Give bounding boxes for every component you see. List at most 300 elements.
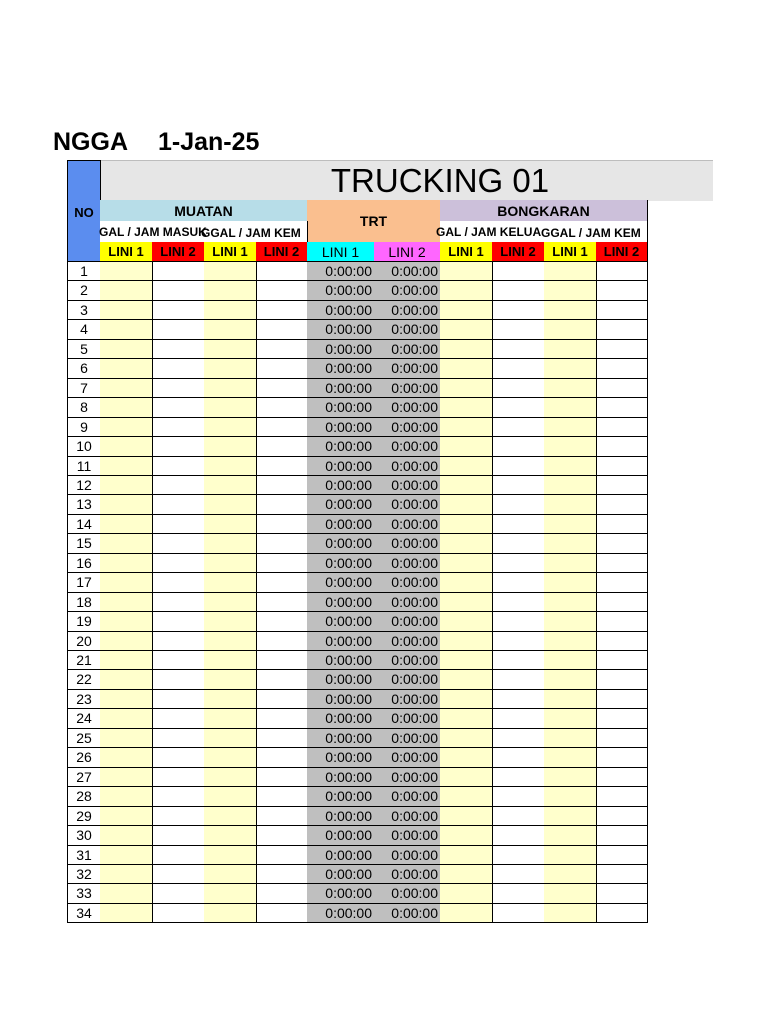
bongkaran-keluar-lini2-cell[interactable] [492, 281, 545, 301]
muatan-masuk-lini1-cell[interactable] [100, 495, 153, 515]
trt-lini1-cell[interactable]: 0:00:00 [307, 748, 375, 768]
bongkaran-keluar-lini2-cell[interactable] [492, 437, 545, 457]
trt-lini2-cell[interactable]: 0:00:00 [374, 690, 441, 709]
muatan-kembali-lini2-cell[interactable] [256, 301, 308, 320]
bongkaran-kembali-lini1-cell[interactable] [544, 457, 597, 476]
muatan-kembali-lini1-cell[interactable] [204, 768, 257, 787]
muatan-kembali-lini2-cell[interactable] [256, 729, 308, 748]
trt-lini1-cell[interactable]: 0:00:00 [307, 612, 375, 632]
trt-lini2-cell[interactable]: 0:00:00 [374, 826, 441, 846]
trt-lini2-cell[interactable]: 0:00:00 [374, 593, 441, 612]
bongkaran-keluar-lini2-cell[interactable] [492, 457, 545, 476]
muatan-kembali-lini2-cell[interactable] [256, 884, 308, 904]
trt-lini1-cell[interactable]: 0:00:00 [307, 320, 375, 340]
bongkaran-kembali-lini1-cell[interactable] [544, 437, 597, 457]
muatan-kembali-lini1-cell[interactable] [204, 709, 257, 729]
muatan-masuk-lini2-cell[interactable] [152, 632, 205, 651]
trt-lini1-cell[interactable]: 0:00:00 [307, 437, 375, 457]
bongkaran-kembali-lini1-cell[interactable] [544, 554, 597, 573]
trt-lini1-cell[interactable]: 0:00:00 [307, 670, 375, 690]
muatan-masuk-lini2-cell[interactable] [152, 262, 205, 281]
bongkaran-kembali-lini1-cell[interactable] [544, 884, 597, 904]
bongkaran-kembali-lini1-cell[interactable] [544, 301, 597, 320]
bongkaran-keluar-lini1-cell[interactable] [440, 534, 493, 554]
bongkaran-keluar-lini2-cell[interactable] [492, 904, 545, 923]
trt-lini1-cell[interactable]: 0:00:00 [307, 651, 375, 670]
muatan-kembali-lini2-cell[interactable] [256, 495, 308, 515]
muatan-masuk-lini2-cell[interactable] [152, 320, 205, 340]
bongkaran-kembali-lini1-cell[interactable] [544, 865, 597, 884]
muatan-masuk-lini2-cell[interactable] [152, 846, 205, 865]
muatan-kembali-lini2-cell[interactable] [256, 515, 308, 534]
trt-lini2-cell[interactable]: 0:00:00 [374, 398, 441, 418]
bongkaran-kembali-lini2-cell[interactable] [596, 340, 648, 359]
bongkaran-keluar-lini2-cell[interactable] [492, 807, 545, 826]
muatan-kembali-lini2-cell[interactable] [256, 670, 308, 690]
trt-lini1-cell[interactable]: 0:00:00 [307, 593, 375, 612]
trt-lini2-cell[interactable]: 0:00:00 [374, 846, 441, 865]
trt-lini2-cell[interactable]: 0:00:00 [374, 340, 441, 359]
muatan-kembali-lini2-cell[interactable] [256, 418, 308, 437]
muatan-masuk-lini1-cell[interactable] [100, 807, 153, 826]
trt-lini2-cell[interactable]: 0:00:00 [374, 884, 441, 904]
bongkaran-kembali-lini1-cell[interactable] [544, 632, 597, 651]
bongkaran-keluar-lini1-cell[interactable] [440, 301, 493, 320]
bongkaran-kembali-lini1-cell[interactable] [544, 379, 597, 398]
muatan-kembali-lini2-cell[interactable] [256, 281, 308, 301]
muatan-kembali-lini2-cell[interactable] [256, 379, 308, 398]
trt-lini1-cell[interactable]: 0:00:00 [307, 865, 375, 884]
bongkaran-keluar-lini2-cell[interactable] [492, 515, 545, 534]
bongkaran-keluar-lini1-cell[interactable] [440, 281, 493, 301]
bongkaran-kembali-lini2-cell[interactable] [596, 379, 648, 398]
bongkaran-keluar-lini2-cell[interactable] [492, 690, 545, 709]
muatan-masuk-lini1-cell[interactable] [100, 534, 153, 554]
bongkaran-kembali-lini1-cell[interactable] [544, 418, 597, 437]
bongkaran-keluar-lini1-cell[interactable] [440, 476, 493, 495]
muatan-masuk-lini2-cell[interactable] [152, 729, 205, 748]
bongkaran-kembali-lini2-cell[interactable] [596, 476, 648, 495]
bongkaran-kembali-lini2-cell[interactable] [596, 768, 648, 787]
bongkaran-keluar-lini2-cell[interactable] [492, 398, 545, 418]
muatan-masuk-lini1-cell[interactable] [100, 865, 153, 884]
muatan-masuk-lini1-cell[interactable] [100, 884, 153, 904]
trt-lini2-cell[interactable]: 0:00:00 [374, 865, 441, 884]
muatan-masuk-lini2-cell[interactable] [152, 865, 205, 884]
muatan-kembali-lini1-cell[interactable] [204, 281, 257, 301]
bongkaran-keluar-lini1-cell[interactable] [440, 690, 493, 709]
muatan-kembali-lini2-cell[interactable] [256, 632, 308, 651]
bongkaran-keluar-lini2-cell[interactable] [492, 534, 545, 554]
muatan-kembali-lini1-cell[interactable] [204, 826, 257, 846]
bongkaran-keluar-lini2-cell[interactable] [492, 884, 545, 904]
trt-lini2-cell[interactable]: 0:00:00 [374, 670, 441, 690]
bongkaran-keluar-lini2-cell[interactable] [492, 768, 545, 787]
muatan-kembali-lini2-cell[interactable] [256, 573, 308, 593]
bongkaran-kembali-lini2-cell[interactable] [596, 301, 648, 320]
bongkaran-keluar-lini1-cell[interactable] [440, 787, 493, 807]
trt-lini1-cell[interactable]: 0:00:00 [307, 787, 375, 807]
bongkaran-keluar-lini2-cell[interactable] [492, 865, 545, 884]
bongkaran-kembali-lini2-cell[interactable] [596, 865, 648, 884]
bongkaran-keluar-lini2-cell[interactable] [492, 787, 545, 807]
bongkaran-kembali-lini1-cell[interactable] [544, 359, 597, 379]
bongkaran-keluar-lini1-cell[interactable] [440, 884, 493, 904]
muatan-masuk-lini1-cell[interactable] [100, 904, 153, 923]
bongkaran-kembali-lini1-cell[interactable] [544, 904, 597, 923]
bongkaran-kembali-lini2-cell[interactable] [596, 787, 648, 807]
muatan-masuk-lini2-cell[interactable] [152, 612, 205, 632]
muatan-kembali-lini1-cell[interactable] [204, 787, 257, 807]
muatan-kembali-lini1-cell[interactable] [204, 301, 257, 320]
muatan-masuk-lini1-cell[interactable] [100, 709, 153, 729]
muatan-kembali-lini2-cell[interactable] [256, 320, 308, 340]
muatan-kembali-lini1-cell[interactable] [204, 748, 257, 768]
trt-lini1-cell[interactable]: 0:00:00 [307, 515, 375, 534]
trt-lini1-cell[interactable]: 0:00:00 [307, 418, 375, 437]
trt-lini2-cell[interactable]: 0:00:00 [374, 651, 441, 670]
trt-lini2-cell[interactable]: 0:00:00 [374, 437, 441, 457]
bongkaran-kembali-lini1-cell[interactable] [544, 534, 597, 554]
trt-lini1-cell[interactable]: 0:00:00 [307, 709, 375, 729]
muatan-masuk-lini2-cell[interactable] [152, 301, 205, 320]
date-value[interactable]: 1-Jan-25 [158, 128, 260, 156]
muatan-masuk-lini2-cell[interactable] [152, 515, 205, 534]
muatan-kembali-lini1-cell[interactable] [204, 418, 257, 437]
muatan-kembali-lini1-cell[interactable] [204, 515, 257, 534]
bongkaran-keluar-lini2-cell[interactable] [492, 729, 545, 748]
bongkaran-keluar-lini2-cell[interactable] [492, 418, 545, 437]
muatan-kembali-lini1-cell[interactable] [204, 554, 257, 573]
muatan-kembali-lini1-cell[interactable] [204, 632, 257, 651]
bongkaran-kembali-lini1-cell[interactable] [544, 807, 597, 826]
muatan-masuk-lini2-cell[interactable] [152, 340, 205, 359]
trt-lini1-cell[interactable]: 0:00:00 [307, 554, 375, 573]
muatan-kembali-lini2-cell[interactable] [256, 340, 308, 359]
muatan-kembali-lini1-cell[interactable] [204, 904, 257, 923]
bongkaran-keluar-lini2-cell[interactable] [492, 632, 545, 651]
muatan-masuk-lini1-cell[interactable] [100, 729, 153, 748]
bongkaran-keluar-lini1-cell[interactable] [440, 904, 493, 923]
trt-lini2-cell[interactable]: 0:00:00 [374, 787, 441, 807]
trt-lini1-cell[interactable]: 0:00:00 [307, 884, 375, 904]
trt-lini2-cell[interactable]: 0:00:00 [374, 573, 441, 593]
muatan-masuk-lini1-cell[interactable] [100, 379, 153, 398]
muatan-masuk-lini2-cell[interactable] [152, 495, 205, 515]
trt-lini1-cell[interactable]: 0:00:00 [307, 359, 375, 379]
muatan-kembali-lini2-cell[interactable] [256, 398, 308, 418]
bongkaran-kembali-lini1-cell[interactable] [544, 495, 597, 515]
muatan-kembali-lini1-cell[interactable] [204, 807, 257, 826]
muatan-kembali-lini2-cell[interactable] [256, 748, 308, 768]
bongkaran-kembali-lini2-cell[interactable] [596, 904, 648, 923]
muatan-masuk-lini1-cell[interactable] [100, 651, 153, 670]
muatan-kembali-lini1-cell[interactable] [204, 593, 257, 612]
trt-lini1-cell[interactable]: 0:00:00 [307, 690, 375, 709]
muatan-masuk-lini2-cell[interactable] [152, 379, 205, 398]
trt-lini1-cell[interactable]: 0:00:00 [307, 729, 375, 748]
bongkaran-keluar-lini2-cell[interactable] [492, 670, 545, 690]
bongkaran-keluar-lini2-cell[interactable] [492, 612, 545, 632]
muatan-kembali-lini1-cell[interactable] [204, 670, 257, 690]
bongkaran-kembali-lini2-cell[interactable] [596, 729, 648, 748]
bongkaran-keluar-lini2-cell[interactable] [492, 709, 545, 729]
muatan-masuk-lini1-cell[interactable] [100, 359, 153, 379]
muatan-masuk-lini1-cell[interactable] [100, 320, 153, 340]
muatan-masuk-lini2-cell[interactable] [152, 768, 205, 787]
muatan-masuk-lini2-cell[interactable] [152, 593, 205, 612]
muatan-kembali-lini1-cell[interactable] [204, 865, 257, 884]
bongkaran-kembali-lini1-cell[interactable] [544, 281, 597, 301]
muatan-masuk-lini2-cell[interactable] [152, 670, 205, 690]
muatan-masuk-lini1-cell[interactable] [100, 554, 153, 573]
bongkaran-kembali-lini2-cell[interactable] [596, 359, 648, 379]
bongkaran-keluar-lini2-cell[interactable] [492, 748, 545, 768]
muatan-masuk-lini1-cell[interactable] [100, 748, 153, 768]
bongkaran-keluar-lini2-cell[interactable] [492, 359, 545, 379]
muatan-kembali-lini2-cell[interactable] [256, 846, 308, 865]
trt-lini2-cell[interactable]: 0:00:00 [374, 281, 441, 301]
muatan-masuk-lini1-cell[interactable] [100, 301, 153, 320]
trt-lini2-cell[interactable]: 0:00:00 [374, 612, 441, 632]
muatan-masuk-lini1-cell[interactable] [100, 612, 153, 632]
bongkaran-keluar-lini2-cell[interactable] [492, 320, 545, 340]
muatan-kembali-lini2-cell[interactable] [256, 554, 308, 573]
muatan-kembali-lini2-cell[interactable] [256, 709, 308, 729]
bongkaran-kembali-lini2-cell[interactable] [596, 398, 648, 418]
trt-lini1-cell[interactable]: 0:00:00 [307, 340, 375, 359]
bongkaran-kembali-lini1-cell[interactable] [544, 729, 597, 748]
bongkaran-keluar-lini1-cell[interactable] [440, 457, 493, 476]
bongkaran-keluar-lini1-cell[interactable] [440, 379, 493, 398]
muatan-masuk-lini2-cell[interactable] [152, 748, 205, 768]
muatan-kembali-lini1-cell[interactable] [204, 651, 257, 670]
muatan-kembali-lini1-cell[interactable] [204, 359, 257, 379]
bongkaran-kembali-lini1-cell[interactable] [544, 787, 597, 807]
bongkaran-keluar-lini1-cell[interactable] [440, 651, 493, 670]
muatan-kembali-lini1-cell[interactable] [204, 379, 257, 398]
muatan-masuk-lini2-cell[interactable] [152, 884, 205, 904]
trt-lini1-cell[interactable]: 0:00:00 [307, 904, 375, 923]
trt-lini2-cell[interactable]: 0:00:00 [374, 709, 441, 729]
bongkaran-kembali-lini2-cell[interactable] [596, 437, 648, 457]
muatan-kembali-lini2-cell[interactable] [256, 768, 308, 787]
trt-lini2-cell[interactable]: 0:00:00 [374, 554, 441, 573]
bongkaran-keluar-lini2-cell[interactable] [492, 593, 545, 612]
trt-lini2-cell[interactable]: 0:00:00 [374, 359, 441, 379]
muatan-kembali-lini2-cell[interactable] [256, 437, 308, 457]
trt-lini2-cell[interactable]: 0:00:00 [374, 748, 441, 768]
bongkaran-kembali-lini1-cell[interactable] [544, 768, 597, 787]
trt-lini1-cell[interactable]: 0:00:00 [307, 826, 375, 846]
muatan-masuk-lini2-cell[interactable] [152, 359, 205, 379]
bongkaran-keluar-lini2-cell[interactable] [492, 826, 545, 846]
trt-lini1-cell[interactable]: 0:00:00 [307, 457, 375, 476]
bongkaran-keluar-lini1-cell[interactable] [440, 398, 493, 418]
bongkaran-keluar-lini2-cell[interactable] [492, 476, 545, 495]
bongkaran-kembali-lini2-cell[interactable] [596, 320, 648, 340]
muatan-kembali-lini1-cell[interactable] [204, 262, 257, 281]
bongkaran-keluar-lini1-cell[interactable] [440, 826, 493, 846]
bongkaran-kembali-lini2-cell[interactable] [596, 651, 648, 670]
bongkaran-kembali-lini1-cell[interactable] [544, 612, 597, 632]
bongkaran-keluar-lini1-cell[interactable] [440, 437, 493, 457]
bongkaran-keluar-lini2-cell[interactable] [492, 651, 545, 670]
muatan-masuk-lini1-cell[interactable] [100, 340, 153, 359]
muatan-kembali-lini2-cell[interactable] [256, 651, 308, 670]
bongkaran-kembali-lini2-cell[interactable] [596, 554, 648, 573]
muatan-masuk-lini2-cell[interactable] [152, 418, 205, 437]
bongkaran-kembali-lini2-cell[interactable] [596, 884, 648, 904]
trt-lini2-cell[interactable]: 0:00:00 [374, 768, 441, 787]
trt-lini2-cell[interactable]: 0:00:00 [374, 320, 441, 340]
trt-lini2-cell[interactable]: 0:00:00 [374, 379, 441, 398]
bongkaran-kembali-lini1-cell[interactable] [544, 262, 597, 281]
muatan-kembali-lini1-cell[interactable] [204, 573, 257, 593]
trt-lini2-cell[interactable]: 0:00:00 [374, 515, 441, 534]
muatan-kembali-lini1-cell[interactable] [204, 690, 257, 709]
muatan-kembali-lini1-cell[interactable] [204, 476, 257, 495]
bongkaran-kembali-lini2-cell[interactable] [596, 846, 648, 865]
muatan-masuk-lini2-cell[interactable] [152, 554, 205, 573]
muatan-masuk-lini1-cell[interactable] [100, 437, 153, 457]
muatan-masuk-lini2-cell[interactable] [152, 690, 205, 709]
bongkaran-kembali-lini1-cell[interactable] [544, 709, 597, 729]
bongkaran-keluar-lini1-cell[interactable] [440, 573, 493, 593]
bongkaran-keluar-lini1-cell[interactable] [440, 495, 493, 515]
bongkaran-keluar-lini1-cell[interactable] [440, 846, 493, 865]
muatan-masuk-lini1-cell[interactable] [100, 826, 153, 846]
bongkaran-kembali-lini2-cell[interactable] [596, 807, 648, 826]
muatan-kembali-lini2-cell[interactable] [256, 826, 308, 846]
trt-lini2-cell[interactable]: 0:00:00 [374, 904, 441, 923]
muatan-masuk-lini2-cell[interactable] [152, 476, 205, 495]
bongkaran-kembali-lini1-cell[interactable] [544, 340, 597, 359]
muatan-kembali-lini1-cell[interactable] [204, 457, 257, 476]
bongkaran-keluar-lini2-cell[interactable] [492, 340, 545, 359]
trt-lini1-cell[interactable]: 0:00:00 [307, 301, 375, 320]
bongkaran-kembali-lini2-cell[interactable] [596, 709, 648, 729]
bongkaran-keluar-lini1-cell[interactable] [440, 418, 493, 437]
bongkaran-kembali-lini2-cell[interactable] [596, 262, 648, 281]
muatan-masuk-lini2-cell[interactable] [152, 457, 205, 476]
muatan-masuk-lini2-cell[interactable] [152, 807, 205, 826]
bongkaran-kembali-lini2-cell[interactable] [596, 632, 648, 651]
muatan-kembali-lini2-cell[interactable] [256, 787, 308, 807]
bongkaran-kembali-lini2-cell[interactable] [596, 690, 648, 709]
trt-lini1-cell[interactable]: 0:00:00 [307, 846, 375, 865]
muatan-kembali-lini1-cell[interactable] [204, 884, 257, 904]
muatan-masuk-lini1-cell[interactable] [100, 787, 153, 807]
bongkaran-keluar-lini1-cell[interactable] [440, 729, 493, 748]
bongkaran-keluar-lini1-cell[interactable] [440, 515, 493, 534]
trt-lini2-cell[interactable]: 0:00:00 [374, 632, 441, 651]
trt-lini2-cell[interactable]: 0:00:00 [374, 301, 441, 320]
trt-lini2-cell[interactable]: 0:00:00 [374, 495, 441, 515]
bongkaran-keluar-lini1-cell[interactable] [440, 359, 493, 379]
bongkaran-kembali-lini1-cell[interactable] [544, 573, 597, 593]
bongkaran-keluar-lini2-cell[interactable] [492, 846, 545, 865]
muatan-masuk-lini1-cell[interactable] [100, 768, 153, 787]
muatan-masuk-lini2-cell[interactable] [152, 709, 205, 729]
trt-lini2-cell[interactable]: 0:00:00 [374, 476, 441, 495]
bongkaran-keluar-lini2-cell[interactable] [492, 495, 545, 515]
trt-lini1-cell[interactable]: 0:00:00 [307, 807, 375, 826]
bongkaran-keluar-lini1-cell[interactable] [440, 807, 493, 826]
muatan-masuk-lini2-cell[interactable] [152, 826, 205, 846]
bongkaran-keluar-lini1-cell[interactable] [440, 670, 493, 690]
muatan-kembali-lini1-cell[interactable] [204, 340, 257, 359]
trt-lini1-cell[interactable]: 0:00:00 [307, 768, 375, 787]
muatan-masuk-lini2-cell[interactable] [152, 398, 205, 418]
muatan-masuk-lini1-cell[interactable] [100, 262, 153, 281]
muatan-kembali-lini2-cell[interactable] [256, 262, 308, 281]
muatan-kembali-lini2-cell[interactable] [256, 690, 308, 709]
bongkaran-kembali-lini2-cell[interactable] [596, 748, 648, 768]
muatan-masuk-lini2-cell[interactable] [152, 904, 205, 923]
muatan-kembali-lini2-cell[interactable] [256, 807, 308, 826]
muatan-kembali-lini2-cell[interactable] [256, 865, 308, 884]
bongkaran-keluar-lini2-cell[interactable] [492, 262, 545, 281]
muatan-kembali-lini1-cell[interactable] [204, 495, 257, 515]
muatan-kembali-lini2-cell[interactable] [256, 476, 308, 495]
trt-lini1-cell[interactable]: 0:00:00 [307, 573, 375, 593]
bongkaran-kembali-lini2-cell[interactable] [596, 534, 648, 554]
bongkaran-kembali-lini2-cell[interactable] [596, 573, 648, 593]
bongkaran-keluar-lini1-cell[interactable] [440, 865, 493, 884]
bongkaran-keluar-lini1-cell[interactable] [440, 320, 493, 340]
bongkaran-kembali-lini2-cell[interactable] [596, 593, 648, 612]
muatan-kembali-lini1-cell[interactable] [204, 320, 257, 340]
bongkaran-keluar-lini1-cell[interactable] [440, 593, 493, 612]
muatan-kembali-lini1-cell[interactable] [204, 846, 257, 865]
bongkaran-keluar-lini1-cell[interactable] [440, 709, 493, 729]
bongkaran-kembali-lini1-cell[interactable] [544, 690, 597, 709]
trt-lini2-cell[interactable]: 0:00:00 [374, 807, 441, 826]
muatan-masuk-lini1-cell[interactable] [100, 690, 153, 709]
bongkaran-kembali-lini2-cell[interactable] [596, 281, 648, 301]
bongkaran-kembali-lini2-cell[interactable] [596, 457, 648, 476]
muatan-masuk-lini1-cell[interactable] [100, 846, 153, 865]
bongkaran-kembali-lini1-cell[interactable] [544, 398, 597, 418]
muatan-masuk-lini1-cell[interactable] [100, 418, 153, 437]
bongkaran-keluar-lini1-cell[interactable] [440, 554, 493, 573]
trt-lini1-cell[interactable]: 0:00:00 [307, 281, 375, 301]
muatan-masuk-lini1-cell[interactable] [100, 670, 153, 690]
muatan-masuk-lini2-cell[interactable] [152, 437, 205, 457]
bongkaran-keluar-lini2-cell[interactable] [492, 573, 545, 593]
trt-lini2-cell[interactable]: 0:00:00 [374, 729, 441, 748]
muatan-masuk-lini2-cell[interactable] [152, 651, 205, 670]
bongkaran-keluar-lini1-cell[interactable] [440, 768, 493, 787]
bongkaran-kembali-lini1-cell[interactable] [544, 826, 597, 846]
bongkaran-kembali-lini1-cell[interactable] [544, 651, 597, 670]
trt-lini2-cell[interactable]: 0:00:00 [374, 418, 441, 437]
muatan-masuk-lini1-cell[interactable] [100, 632, 153, 651]
trt-lini1-cell[interactable]: 0:00:00 [307, 534, 375, 554]
bongkaran-kembali-lini1-cell[interactable] [544, 748, 597, 768]
muatan-masuk-lini2-cell[interactable] [152, 281, 205, 301]
trt-lini1-cell[interactable]: 0:00:00 [307, 398, 375, 418]
bongkaran-kembali-lini2-cell[interactable] [596, 495, 648, 515]
trt-lini1-cell[interactable]: 0:00:00 [307, 476, 375, 495]
muatan-kembali-lini1-cell[interactable] [204, 398, 257, 418]
muatan-kembali-lini2-cell[interactable] [256, 457, 308, 476]
bongkaran-keluar-lini2-cell[interactable] [492, 554, 545, 573]
trt-lini1-cell[interactable]: 0:00:00 [307, 262, 375, 281]
bongkaran-keluar-lini2-cell[interactable] [492, 379, 545, 398]
bongkaran-keluar-lini1-cell[interactable] [440, 632, 493, 651]
